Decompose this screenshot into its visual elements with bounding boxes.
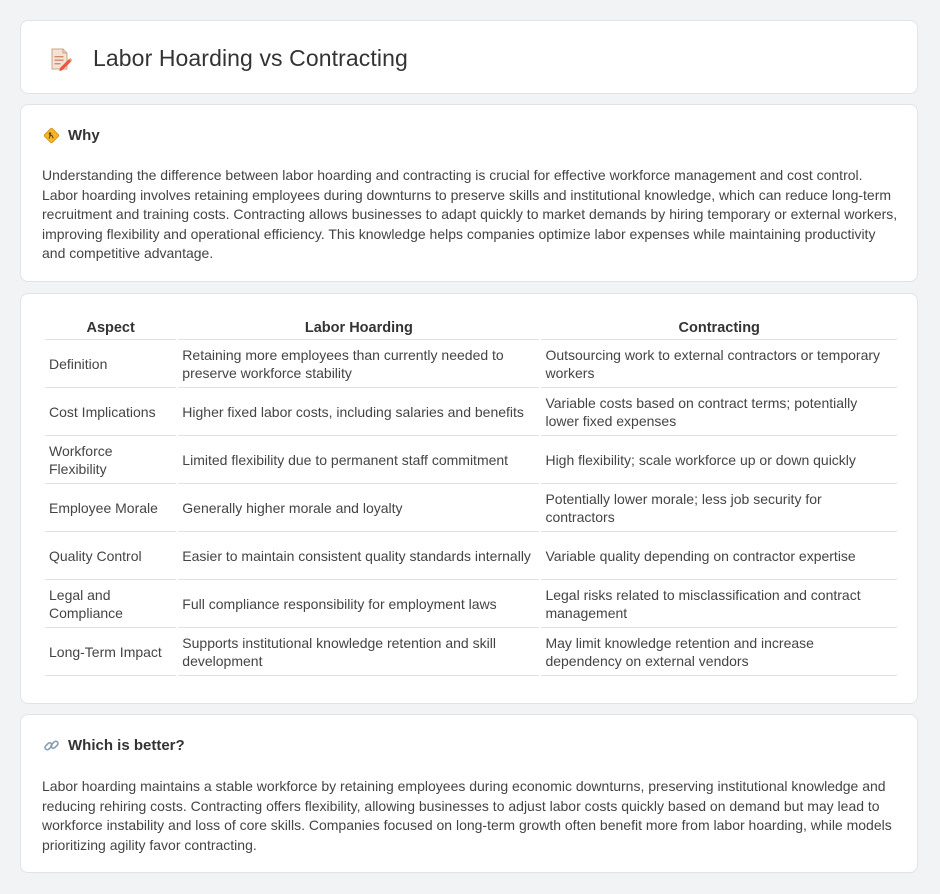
contracting-cell: Variable costs based on contract terms; potentially lower fixed expenses [541, 388, 897, 436]
aspect-cell: Employee Morale [45, 484, 176, 532]
contracting-cell: Potentially lower morale; less job security for contractors [541, 484, 897, 532]
title-row [47, 45, 408, 72]
table-row [45, 628, 897, 676]
aspect-cell: Cost Implications [45, 388, 176, 436]
why-heading-row [43, 127, 100, 144]
contracting-cell: Legal risks related to misclassification and contract management [541, 580, 897, 628]
aspect-cell: Long-Term Impact [45, 628, 176, 676]
table-row [45, 388, 897, 436]
contracting-cell: Variable quality depending on contractor expertise [541, 532, 897, 580]
labor-hoarding-cell: Higher fixed labor costs, including salaries and benefits [178, 388, 539, 436]
why-text: Understanding the difference between labor hoarding and contracting is crucial for effective workforce management and cost control. Labor hoarding involves retaining employees during downturns to preserve skills and institutional knowledge, which can reduce long-term recruitment and training costs. Contracting allows businesses to adapt quickly to market demands by hiring temporary or external workers, improving flexibility and operational efficiency. This knowledge helps companies optimize labor expenses while maintaining productivity and competitive advantage. [42, 167, 898, 261]
warning-sign-icon [43, 127, 60, 144]
labor-hoarding-cell: Full compliance responsibility for employment laws [178, 580, 539, 628]
better-heading: Which is better? [68, 737, 185, 754]
aspect-cell: Workforce Flexibility [45, 436, 176, 484]
table-row [45, 484, 897, 532]
table-header-row [45, 315, 897, 340]
which-is-better-card [20, 714, 918, 873]
better-text: Labor hoarding maintains a stable workforce by retaining employees during economic downturns, preserving institutional knowledge and reducing rehiring costs. Contracting offers flexibility, allowing businesses to adjust labor costs quickly based on demand but may lead to workforce instability and loss of core skills. Companies focused on long-term growth often benefit more from labor hoarding, while models prioritizing agility favor contracting. [42, 778, 892, 853]
table-row [45, 436, 897, 484]
comparison-card [20, 293, 918, 704]
why-heading: Why [68, 127, 100, 144]
labor-hoarding-cell: Generally higher morale and loyalty [178, 484, 539, 532]
labor-hoarding-cell: Easier to maintain consistent quality standards internally [178, 532, 539, 580]
labor-hoarding-cell: Retaining more employees than currently needed to preserve workforce stability [178, 340, 539, 388]
contracting-cell: Outsourcing work to external contractors or temporary workers [541, 340, 897, 388]
labor-hoarding-cell: Limited flexibility due to permanent staff commitment [178, 436, 539, 484]
why-card [20, 104, 918, 282]
aspect-cell: Definition [45, 340, 176, 388]
header-contracting: Contracting [541, 315, 897, 340]
document-pencil-icon [47, 46, 73, 72]
header-labor-hoarding: Labor Hoarding [178, 315, 539, 340]
contracting-cell: May limit knowledge retention and increase dependency on external vendors [541, 628, 897, 676]
table-row [45, 532, 897, 580]
link-icon [43, 737, 60, 754]
labor-hoarding-cell: Supports institutional knowledge retention and skill development [178, 628, 539, 676]
header-aspect: Aspect [45, 315, 176, 340]
header-card [20, 20, 918, 94]
page-title: Labor Hoarding vs Contracting [93, 45, 408, 71]
table-row [45, 340, 897, 388]
comparison-table [43, 315, 899, 676]
aspect-cell: Quality Control [45, 532, 176, 580]
table-row [45, 580, 897, 628]
aspect-cell: Legal and Compliance [45, 580, 176, 628]
contracting-cell: High flexibility; scale workforce up or down quickly [541, 436, 897, 484]
better-heading-row [43, 737, 185, 754]
